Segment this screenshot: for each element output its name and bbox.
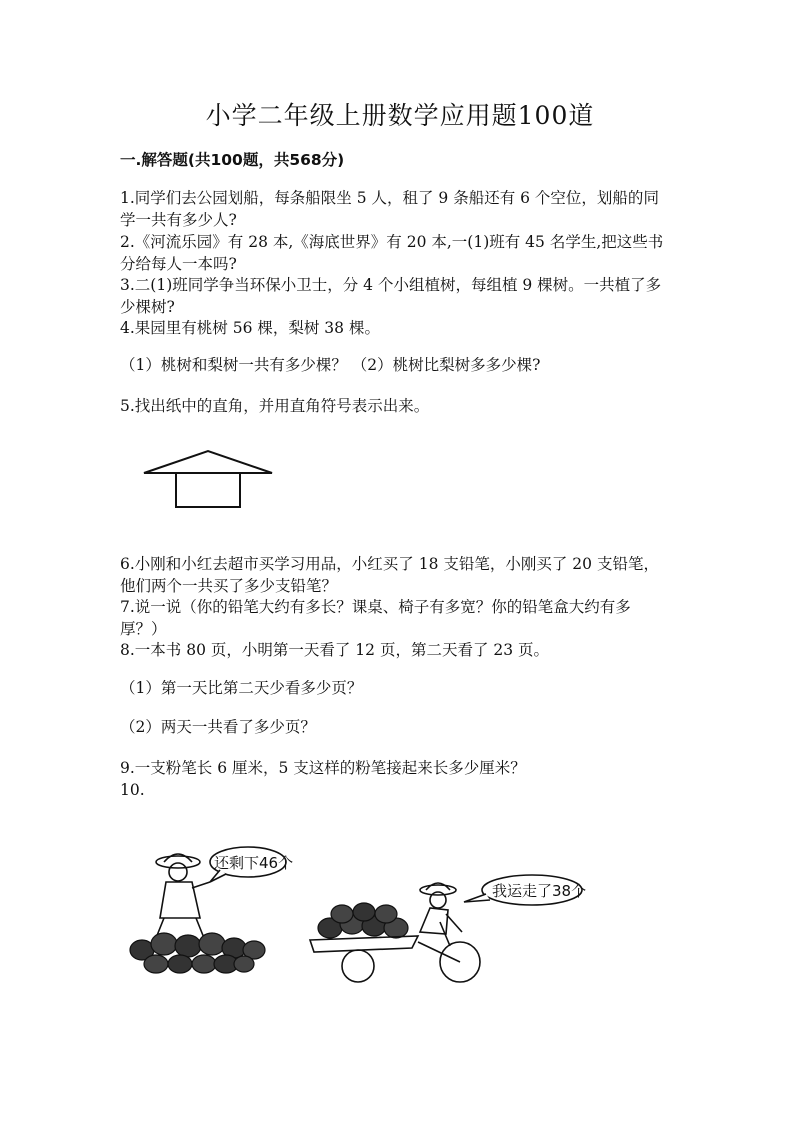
cart-platform: [310, 936, 418, 952]
question-2-line-2: 分给每人一本吗?: [120, 255, 237, 273]
question-6-line-2: 他们两个一共买了多少支铅笔？: [120, 577, 338, 595]
question-3-line-1: 3.二(1)班同学争当环保小卫士，分 4 个小组植树，每组植 9 棵树。一共植了多: [120, 276, 662, 294]
question-6-line-1: 6.小刚和小红去超市买学习用品，小红买了 18 支铅笔，小刚买了 20 支铅笔，: [120, 555, 659, 573]
bicycle-frame: [418, 922, 460, 962]
watermelon-pile: [130, 933, 265, 973]
page-title: 小学二年级上册数学应用题100道: [205, 101, 595, 130]
cart-watermelons: [318, 903, 408, 938]
question-10-label: 10.: [120, 781, 145, 799]
rider-hat-brim: [420, 885, 456, 895]
question-7-line-2: 厚？）: [120, 620, 167, 638]
question-7-line-1: 7.说一说（你的铅笔大约有多长？课桌、椅子有多宽？你的铅笔盒大约有多: [120, 598, 631, 616]
house-shape-figure: [140, 448, 280, 514]
wall-rectangle: [176, 473, 240, 507]
farmer-head: [169, 863, 187, 881]
question-3-line-2: 少棵树?: [120, 298, 175, 316]
question-5-line-1: 5.找出纸中的直角，并用直角符号表示出来。: [120, 397, 430, 415]
question-1-line-1: 1.同学们去公园划船，每条船限坐 5 人，租了 9 条船还有 6 个空位，划船的同: [120, 189, 659, 207]
question-1-line-2: 学一共有多少人?: [120, 211, 237, 229]
question-8-sub-1: （1）第一天比第二天少看多少页？: [120, 679, 363, 697]
rider-arm: [446, 914, 462, 932]
rider-hat-top: [426, 883, 450, 890]
farmer-arm: [192, 882, 210, 888]
farmer-hat-brim: [156, 856, 200, 868]
cart-wheel: [342, 950, 374, 982]
speech-bubble-left-text: 还剩下46个: [214, 854, 294, 872]
question-8-line-1: 8.一本书 80 页，小明第一天看了 12 页，第二天看了 23 页。: [120, 641, 550, 659]
question-4-subquestions: （1）桃树和梨树一共有多少棵？ （2）桃树比梨树多多少棵?: [120, 356, 541, 374]
question-8-sub-2: （2）两天一共看了多少页？: [120, 718, 316, 736]
speech-bubble-right-text: 我运走了38个: [492, 882, 587, 900]
question-4-line-1: 4.果园里有桃树 56 棵，梨树 38 棵。: [120, 319, 380, 337]
roof-triangle: [144, 451, 272, 473]
question-9-line-1: 9.一支粉笔长 6 厘米，5 支这样的粉笔接起来长多少厘米？: [120, 759, 526, 777]
section-heading: 一.解答题(共100题，共568分): [120, 151, 345, 169]
question-2-line-1: 2.《河流乐园》有 28 本,《海底世界》有 20 本,一(1)班有 45 名学生,把这些书: [120, 233, 664, 251]
speech-bubble-right-tail: [464, 894, 490, 902]
